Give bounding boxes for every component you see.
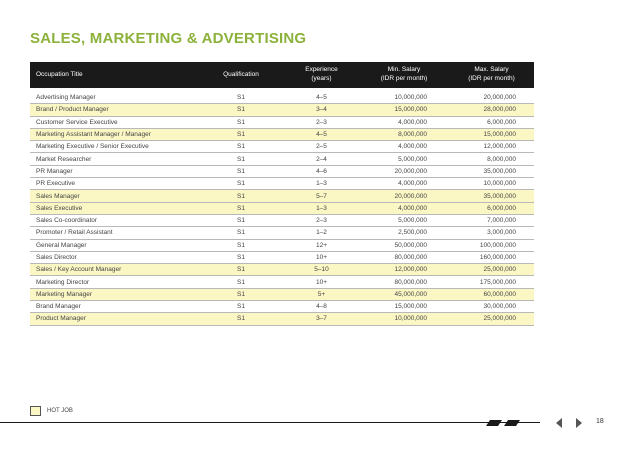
qualification-cell: S1 [198,141,284,153]
occupation-cell: General Manager [30,239,198,251]
table-row [30,178,534,190]
min-salary-cell: 80,000,000 [359,251,449,263]
occupation-cell: Marketing Executive / Senior Executive [30,141,198,153]
max-salary-cell: 3,000,000 [449,227,534,239]
min-salary-cell: 4,000,000 [359,141,449,153]
max-salary-cell: 6,000,000 [449,202,534,214]
table-row [30,128,534,140]
occupation-cell: Customer Service Executive [30,116,198,128]
min-salary-cell: 5,000,000 [359,153,449,165]
max-salary-cell: 8,000,000 [449,153,534,165]
occupation-cell: Product Manager [30,313,198,325]
occupation-cell: Brand / Product Manager [30,104,198,116]
experience-cell: 4–5 [284,92,359,104]
max-salary-cell: 100,000,000 [449,239,534,251]
experience-cell: 3–7 [284,313,359,325]
page-number: 18 [596,418,604,425]
occupation-cell: Sales Co-coordinator [30,214,198,226]
table-row [30,251,534,263]
occupation-cell: Promoter / Retail Assistant [30,227,198,239]
qualification-cell: S1 [198,276,284,288]
min-salary-cell: 2,500,000 [359,227,449,239]
occupation-cell: PR Manager [30,165,198,177]
min-salary-cell: 4,000,000 [359,178,449,190]
table-row [30,264,534,276]
max-salary-cell: 25,000,000 [449,264,534,276]
max-salary-cell: 10,000,000 [449,178,534,190]
occupation-cell: Advertising Manager [30,92,198,104]
max-salary-cell: 28,000,000 [449,104,534,116]
footer-rule [0,422,540,423]
table-row [30,313,534,325]
qualification-cell: S1 [198,178,284,190]
table-row [30,202,534,214]
table-row [30,104,534,116]
occupation-cell: Sales Director [30,251,198,263]
min-salary-cell: 15,000,000 [359,301,449,313]
qualification-cell: S1 [198,227,284,239]
table-row [30,214,534,226]
experience-cell: 5–10 [284,264,359,276]
qualification-cell: S1 [198,128,284,140]
salary-table [30,62,534,326]
min-salary-cell: 80,000,000 [359,276,449,288]
min-salary-cell: 8,000,000 [359,128,449,140]
experience-cell: 10+ [284,276,359,288]
qualification-cell: S1 [198,288,284,300]
max-salary-cell: 35,000,000 [449,190,534,202]
qualification-cell: S1 [198,301,284,313]
experience-cell: 3–4 [284,104,359,116]
qualification-cell: S1 [198,165,284,177]
experience-cell: 2–3 [284,116,359,128]
table-row [30,239,534,251]
min-salary-cell: 12,000,000 [359,264,449,276]
max-salary-cell: 12,000,000 [449,141,534,153]
header-occupation: Occupation Title [30,62,198,88]
experience-cell: 4–5 [284,128,359,140]
experience-cell: 1–3 [284,178,359,190]
page-title: SALES, MARKETING & ADVERTISING [30,30,307,47]
qualification-cell: S1 [198,251,284,263]
header-qualification: Qualification [198,62,284,88]
experience-cell: 12+ [284,239,359,251]
occupation-cell: Marketing Assistant Manager / Manager [30,128,198,140]
table-row [30,190,534,202]
table-row [30,227,534,239]
header-min-salary: Min. Salary (IDR per month) [359,62,449,88]
experience-cell: 2–4 [284,153,359,165]
next-page-icon[interactable] [576,418,582,428]
qualification-cell: S1 [198,214,284,226]
experience-cell: 2–3 [284,214,359,226]
qualification-cell: S1 [198,92,284,104]
table-header-row [30,62,534,88]
min-salary-cell: 4,000,000 [359,116,449,128]
qualification-cell: S1 [198,190,284,202]
footer-stripes-decoration [486,420,526,426]
experience-cell: 5–7 [284,190,359,202]
table-row [30,276,534,288]
max-salary-cell: 20,000,000 [449,92,534,104]
qualification-cell: S1 [198,104,284,116]
qualification-cell: S1 [198,264,284,276]
experience-cell: 1–2 [284,227,359,239]
table-row [30,288,534,300]
qualification-cell: S1 [198,313,284,325]
qualification-cell: S1 [198,116,284,128]
max-salary-cell: 7,000,000 [449,214,534,226]
table-row [30,153,534,165]
min-salary-cell: 10,000,000 [359,92,449,104]
max-salary-cell: 35,000,000 [449,165,534,177]
qualification-cell: S1 [198,153,284,165]
max-salary-cell: 60,000,000 [449,288,534,300]
header-experience: Experience (years) [284,62,359,88]
min-salary-cell: 20,000,000 [359,190,449,202]
min-salary-cell: 5,000,000 [359,214,449,226]
table-row [30,301,534,313]
max-salary-cell: 25,000,000 [449,313,534,325]
min-salary-cell: 45,000,000 [359,288,449,300]
table-row [30,141,534,153]
experience-cell: 4–8 [284,301,359,313]
table-row [30,92,534,104]
min-salary-cell: 50,000,000 [359,239,449,251]
table-row [30,165,534,177]
max-salary-cell: 6,000,000 [449,116,534,128]
occupation-cell: Sales Manager [30,190,198,202]
min-salary-cell: 20,000,000 [359,165,449,177]
experience-cell: 1–3 [284,202,359,214]
occupation-cell: Sales / Key Account Manager [30,264,198,276]
occupation-cell: Marketing Manager [30,288,198,300]
qualification-cell: S1 [198,239,284,251]
occupation-cell: Marketing Director [30,276,198,288]
legend [30,406,73,416]
min-salary-cell: 10,000,000 [359,313,449,325]
experience-cell: 2–5 [284,141,359,153]
occupation-cell: PR Executive [30,178,198,190]
experience-cell: 5+ [284,288,359,300]
legend-label: HOT JOB [47,408,73,414]
experience-cell: 10+ [284,251,359,263]
max-salary-cell: 30,000,000 [449,301,534,313]
prev-page-icon[interactable] [556,418,562,428]
max-salary-cell: 175,000,000 [449,276,534,288]
occupation-cell: Brand Manager [30,301,198,313]
min-salary-cell: 4,000,000 [359,202,449,214]
max-salary-cell: 160,000,000 [449,251,534,263]
max-salary-cell: 15,000,000 [449,128,534,140]
header-max-salary: Max. Salary (IDR per month) [449,62,534,88]
hot-job-swatch [30,406,41,416]
qualification-cell: S1 [198,202,284,214]
table-row [30,116,534,128]
occupation-cell: Market Researcher [30,153,198,165]
occupation-cell: Sales Executive [30,202,198,214]
min-salary-cell: 15,000,000 [359,104,449,116]
experience-cell: 4–6 [284,165,359,177]
